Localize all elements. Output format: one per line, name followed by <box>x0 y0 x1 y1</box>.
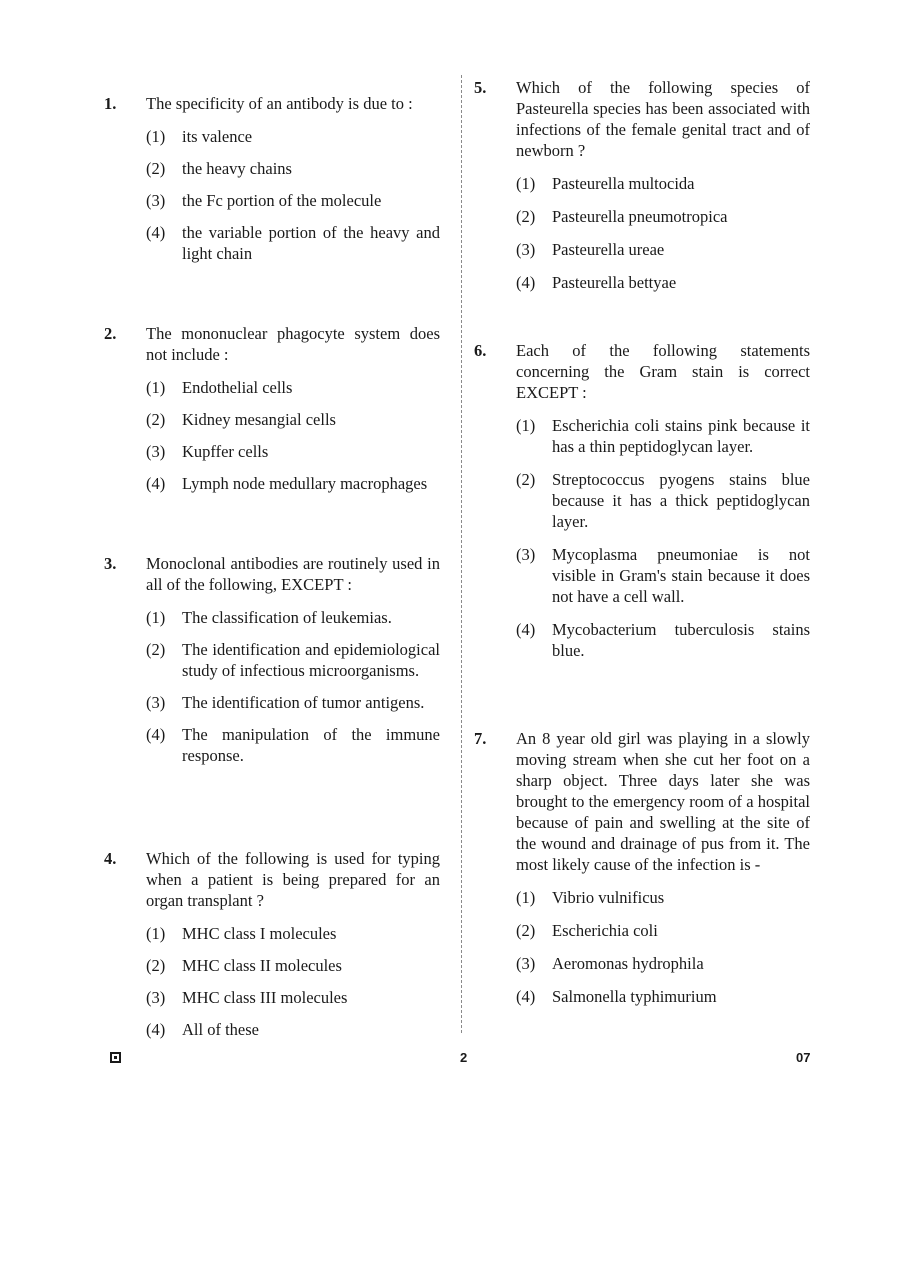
question-number: 1. <box>104 94 117 113</box>
option[interactable] <box>146 923 440 944</box>
option-text: The identification of tumor antigens. <box>182 693 425 712</box>
option[interactable] <box>516 239 810 260</box>
option-number: (4) <box>516 620 536 639</box>
option-text: Kupffer cells <box>182 442 269 461</box>
option[interactable] <box>146 126 440 147</box>
question-5 <box>470 77 810 305</box>
question-7 <box>470 728 810 1019</box>
option-number: (4) <box>516 987 536 1006</box>
question-text: An 8 year old girl was playing in a slowly moving stream when she cut her foot on a sharp object. Three days later she was brought to the emergency room of a hospital because of pain and swelling at the site of the wound and drainage of pus from it. The most likely cause of the infection is - <box>516 729 810 874</box>
option[interactable] <box>146 987 440 1008</box>
question-number: 7. <box>474 729 487 748</box>
option-list <box>516 887 810 1007</box>
question-text: Each of the following statements concerning the Gram stain is correct EXCEPT : <box>516 341 810 402</box>
option[interactable] <box>516 887 810 908</box>
option[interactable] <box>146 473 440 494</box>
option[interactable] <box>516 986 810 1007</box>
option-text: All of these <box>182 1020 259 1039</box>
option[interactable] <box>516 953 810 974</box>
option-list <box>516 415 810 661</box>
option[interactable] <box>516 173 810 194</box>
option-text: Escherichia coli stains pink because it has a thin peptidoglycan layer. <box>552 416 810 456</box>
question-number: 4. <box>104 849 117 868</box>
option-list <box>146 377 440 494</box>
option-number: (1) <box>146 608 166 627</box>
option[interactable] <box>146 409 440 430</box>
option-number: (2) <box>146 159 166 178</box>
question-text: Which of the following is used for typing when a patient is being prepared for an organ transplant ? <box>146 849 440 910</box>
option-number: (3) <box>516 954 536 973</box>
question-number: 5. <box>474 78 487 97</box>
question-number: 6. <box>474 341 487 360</box>
option-text: Streptococcus pyogens stains blue because it has a thick peptidoglycan layer. <box>552 470 810 531</box>
page-number: 2 <box>460 1050 468 1065</box>
option-number: (1) <box>146 378 166 397</box>
square-marker-icon <box>110 1052 121 1063</box>
option-number: (3) <box>146 191 166 210</box>
option-number: (1) <box>146 924 166 943</box>
option-number: (1) <box>146 127 166 146</box>
question-2 <box>100 323 440 505</box>
option-text: Pasteurella pneumotropica <box>552 207 728 226</box>
option[interactable] <box>516 206 810 227</box>
option[interactable] <box>146 190 440 211</box>
question-6 <box>470 340 810 673</box>
option-text: Mycobacterium tuberculosis stains blue. <box>552 620 810 660</box>
option[interactable] <box>516 544 810 607</box>
option-number: (3) <box>146 988 166 1007</box>
option[interactable] <box>516 469 810 532</box>
option[interactable] <box>146 1019 440 1040</box>
option-text: Pasteurella bettyae <box>552 273 677 292</box>
option-text: The identification and epidemiological study of infectious microorganisms. <box>182 640 440 680</box>
option-text: Mycoplasma pneumoniae is not visible in Gram's stain because it does not have a cell wall. <box>552 545 810 606</box>
option-list <box>146 126 440 264</box>
option-text: MHC class III molecules <box>182 988 348 1007</box>
question-text: Monoclonal antibodies are routinely used in all of the following, EXCEPT : <box>146 554 440 594</box>
option-text: Pasteurella multocida <box>552 174 695 193</box>
option-number: (1) <box>516 416 536 435</box>
option-number: (4) <box>146 474 166 493</box>
option-text: The manipulation of the immune response. <box>182 725 440 765</box>
option-number: (4) <box>516 273 536 292</box>
option-list <box>146 607 440 766</box>
option-number: (3) <box>516 240 536 259</box>
option-text: the heavy chains <box>182 159 292 178</box>
question-1 <box>100 93 440 275</box>
option-text: Escherichia coli <box>552 921 658 940</box>
option-text: the variable portion of the heavy and light chain <box>182 223 440 263</box>
option-number: (4) <box>146 725 166 744</box>
question-4 <box>100 848 440 1051</box>
option-text: Endothelial cells <box>182 378 293 397</box>
option-text: Vibrio vulnificus <box>552 888 665 907</box>
option[interactable] <box>146 377 440 398</box>
option-number: (2) <box>146 956 166 975</box>
option-text: MHC class II molecules <box>182 956 342 975</box>
option-text: Pasteurella ureae <box>552 240 665 259</box>
option-list <box>516 173 810 293</box>
option-number: (4) <box>146 223 166 242</box>
option-number: (2) <box>516 207 536 226</box>
option[interactable] <box>516 415 810 457</box>
option[interactable] <box>146 692 440 713</box>
option-text: Lymph node medullary macrophages <box>182 474 428 493</box>
option-number: (3) <box>146 442 166 461</box>
option-list <box>146 923 440 1040</box>
option[interactable] <box>516 272 810 293</box>
option-text: its valence <box>182 127 253 146</box>
option-text: The classification of leukemias. <box>182 608 392 627</box>
option-number: (2) <box>516 470 536 489</box>
option[interactable] <box>146 639 440 681</box>
question-3 <box>100 553 440 777</box>
column-divider <box>461 75 462 1033</box>
option-text: Salmonella typhimurium <box>552 987 717 1006</box>
option-number: (2) <box>516 921 536 940</box>
option[interactable] <box>516 920 810 941</box>
option-number: (1) <box>516 174 536 193</box>
option-number: (3) <box>516 545 536 564</box>
option-text: the Fc portion of the molecule <box>182 191 382 210</box>
option-text: Kidney mesangial cells <box>182 410 336 429</box>
option[interactable] <box>146 724 440 766</box>
option[interactable] <box>516 619 810 661</box>
booklet-code: 07 <box>796 1050 811 1065</box>
option-number: (4) <box>146 1020 166 1039</box>
question-text: The mononuclear phagocyte system does not include : <box>146 324 440 364</box>
question-number: 2. <box>104 324 117 343</box>
option[interactable] <box>146 222 440 264</box>
question-text: The specificity of an antibody is due to : <box>146 94 413 113</box>
question-text: Which of the following species of Pasteurella species has been associated with infections of the female genital tract and of newborn ? <box>516 78 810 160</box>
option-number: (3) <box>146 693 166 712</box>
option[interactable] <box>146 955 440 976</box>
option-text: MHC class I molecules <box>182 924 337 943</box>
option[interactable] <box>146 607 440 628</box>
option[interactable] <box>146 441 440 462</box>
option-number: (2) <box>146 640 166 659</box>
option-number: (1) <box>516 888 536 907</box>
question-number: 3. <box>104 554 117 573</box>
option-number: (2) <box>146 410 166 429</box>
option-text: Aeromonas hydrophila <box>552 954 704 973</box>
option[interactable] <box>146 158 440 179</box>
